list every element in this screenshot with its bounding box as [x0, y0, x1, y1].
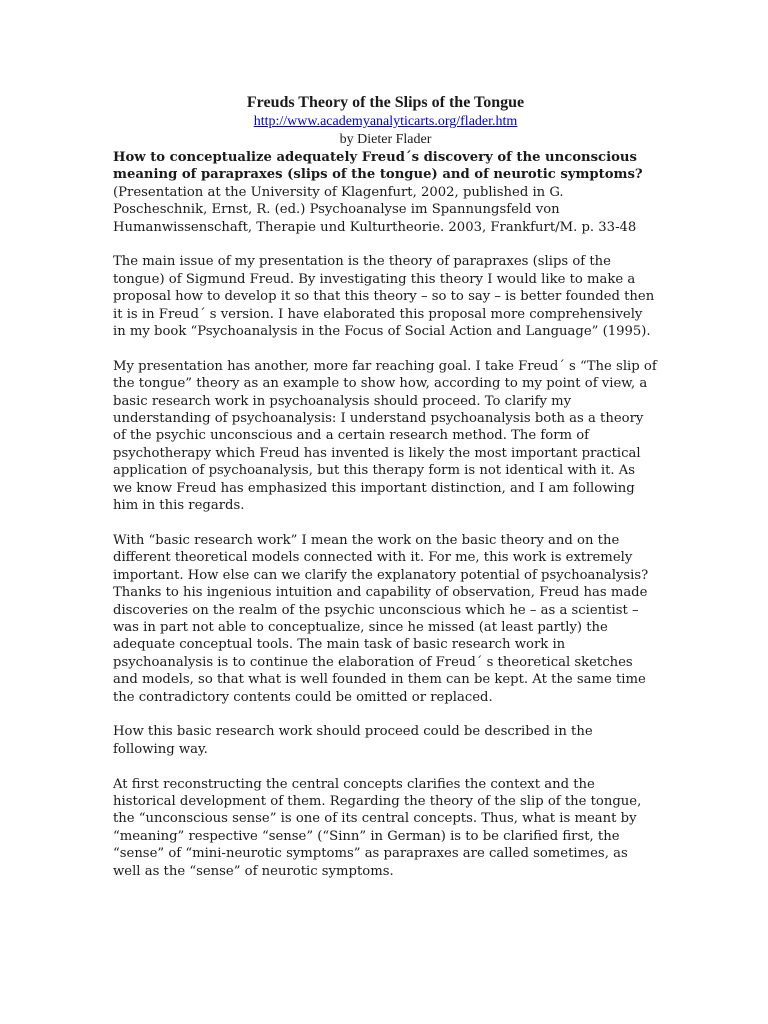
- document-page: [113, 93, 658, 880]
- source-link[interactable]: http://www.academyanalyticarts.org/flader.htm: [253, 114, 518, 129]
- body-paragraph-1: The main issue of my presentation is the theory of parapraxes (slips of the tongue) of Sigmund Freud. By investigating this theory I would like to make a proposal how to develop it so that this theory – so to say – is better founded then it is in Freud´ s version. I have elaborated this proposal more comprehensively in my book “Psychoanalysis in the Focus of Social Action and Language” (1995).: [113, 254, 655, 340]
- body-paragraph-2: My presentation has another, more far reaching goal. I take Freud´ s “The slip of the tongue” theory as an example to show how, according to my point of view, a basic research work in psychoanalysis should proceed. To clarify my understanding of psychoanalysis: I understand psychoanalysis both as a theory of the psychic unconscious and a certain research method. The form of psychotherapy which Freud has invented is likely the most important practical application of psychoanalysis, but this therapy form is not identical with it. As we know Freud has emphasized this important distinction, and I am following him in this regards.: [113, 358, 657, 514]
- source-link-line: [113, 113, 658, 131]
- paragraph-spacer: [113, 515, 658, 532]
- body-paragraph-3: With “basic research work” I mean the work on the basic theory and on the different theoretical models connected with it. For me, this work is extremely important. How else can we clarify the explanatory potential of psychoanalysis? Thanks to his ingenious intuition and capability of observation, Freud has made discoveries on the realm of the psychic unconscious which he – as a scientist – was in part not able to conceptualize, since he missed (at least partly) the adequate conceptual tools. The main task of basic research work in psychoanalysis is to continue the elaboration of Freud´ s theoretical sketches and models, so that what is well founded in them can be kept. At the same time the contradictory contents could be omitted or replaced.: [113, 532, 649, 705]
- body-paragraph-5: At first reconstructing the central concepts clarifies the context and the historical development of them. Regarding the theory of the slip of the tongue, the “unconscious sense” is one of its central concepts. Thus, what is meant by “meaning” respective “sense” (“Sinn” in German) is to be clarified first, the “sense” of “mini-neurotic symptoms” as parapraxes are called sometimes, as well as the “sense” of neurotic symptoms.: [113, 776, 642, 879]
- document-title: Freuds Theory of the Slips of the Tongue: [246, 94, 525, 111]
- paragraph-spacer: [113, 340, 658, 357]
- author-line: by Dieter Flader: [339, 132, 432, 147]
- paragraph-spacer: [113, 706, 658, 723]
- body-paragraph-4: How this basic research work should proceed could be described in the following way.: [113, 724, 593, 757]
- paragraph-spacer: [113, 236, 658, 253]
- publication-note: (Presentation at the University of Klagenfurt, 2002, published in G. Poscheschnik, Ernst, R. (ed.) Psychoanalyse im Spannungsfeld von Humanwissenschaft, Therapie und Kulturtheorie. 2003, Frankfurt/M. p. 33-48: [113, 184, 637, 235]
- paragraph-spacer: [113, 758, 658, 775]
- document-subtitle: How to conceptualize adequately Freud´s discovery of the unconscious meaning of parapraxes (slips of the tongue) and of neurotic symptoms?: [113, 150, 643, 183]
